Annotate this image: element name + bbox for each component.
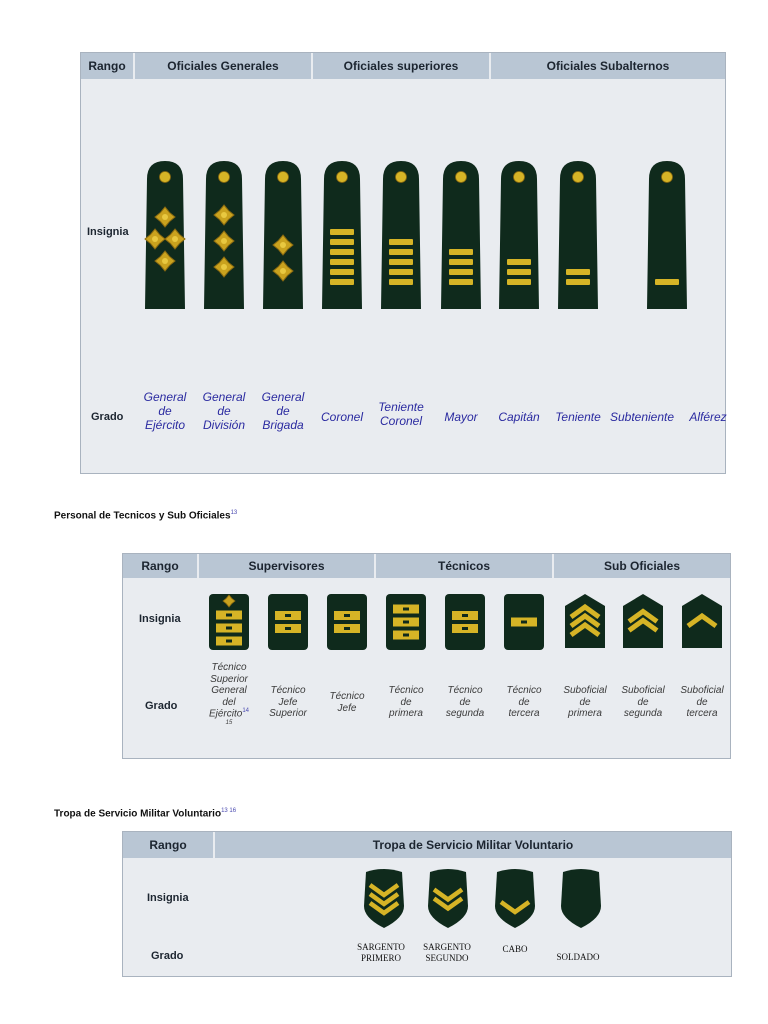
header-sub-oficiales: Sub Oficiales: [554, 554, 730, 578]
header-rango: Rango: [81, 53, 135, 79]
grado-link[interactable]: [608, 411, 676, 425]
grado-line: primera: [389, 708, 423, 719]
troop-shield-icon: [491, 866, 539, 930]
grado-line: segunda: [445, 708, 485, 719]
officer-shoulder-board-icon: [497, 157, 541, 313]
technician-insignia-icon: [207, 592, 251, 652]
grado-line: Capitán: [498, 410, 540, 424]
grado-line: Superior: [210, 673, 248, 685]
grado-line: SARGENTO: [357, 942, 405, 952]
suboficial-chevron-icon: [680, 592, 724, 652]
troop-shield-icon: [360, 866, 408, 930]
technicians-rank-table: [122, 553, 731, 759]
grado-line: Subteniente: [609, 410, 675, 424]
suboficial-chevron-icon: [563, 592, 607, 652]
row-label-grado: Grado: [91, 411, 124, 423]
grado-line: Mayor: [444, 410, 478, 424]
grado-line: División: [202, 417, 245, 432]
grado-line: del: [222, 696, 236, 708]
grado-line: tercera: [508, 708, 540, 719]
grado-line: de: [158, 403, 172, 418]
grado-link[interactable]: [249, 391, 317, 432]
grado-line: Coronel: [320, 410, 364, 424]
row-label-insignia: Insignia: [87, 226, 129, 238]
grado-line: Superior: [269, 708, 307, 719]
officer-shoulder-board-icon: [645, 157, 689, 313]
grado-text: [435, 685, 495, 720]
grado-line: Suboficial: [621, 685, 665, 696]
grado-line: Ejército: [144, 417, 185, 432]
grado-line: General: [202, 390, 246, 404]
troops-rank-table: [122, 831, 732, 977]
header-oficiales-subalternos: Oficiales Subalternos: [491, 53, 725, 79]
grado-line: de: [459, 696, 471, 708]
grado-text: [199, 662, 259, 727]
header-rango: Rango: [123, 832, 215, 858]
grado-line: de: [579, 696, 591, 708]
grado-line: CABO: [502, 944, 528, 954]
grado-line: SEGUNDO: [425, 952, 469, 963]
grado-line: Ejército$^{14}$: [208, 708, 250, 720]
grado-line: Suboficial: [563, 685, 607, 696]
general-shoulder-board-icon: [261, 157, 305, 313]
grado-line: Técnico: [447, 685, 483, 696]
row-label-insignia: Insignia: [147, 892, 189, 904]
header-tecnicos: Técnicos: [376, 554, 554, 578]
grado-link[interactable]: [674, 411, 742, 425]
grado-text: [415, 942, 479, 964]
grado-line: Suboficial: [680, 685, 724, 696]
grado-line: Técnico: [329, 691, 365, 702]
grado-line: Técnico: [211, 662, 247, 673]
grado-line: Jefe: [337, 702, 357, 714]
grado-text: [555, 685, 615, 720]
officer-shoulder-board-icon: [439, 157, 483, 313]
header-oficiales-generales: Oficiales Generales: [135, 53, 313, 79]
header-oficiales-superiores: Oficiales superiores: [313, 53, 491, 79]
officer-shoulder-board-icon: [556, 157, 600, 313]
header-tropa: Tropa de Servicio Militar Voluntario: [215, 832, 731, 858]
officers-rank-table: [80, 52, 726, 474]
technician-insignia-icon: [266, 592, 310, 652]
header-rango: Rango: [123, 554, 199, 578]
grado-line: Coronel: [379, 413, 423, 428]
grado-line: Técnico: [388, 685, 424, 696]
grado-text: [349, 942, 413, 964]
grado-text: [613, 685, 673, 720]
technician-insignia-icon: [502, 592, 546, 652]
grado-text: [376, 685, 436, 720]
grado-text: [317, 691, 377, 714]
grado-line: SARGENTO: [423, 942, 471, 952]
section-title-tecnicos: Personal de Tecnicos y Sub Oficiales$^{13}$: [54, 510, 238, 522]
grado-line: PRIMERO: [360, 952, 401, 963]
grado-line: Teniente: [555, 410, 601, 424]
officer-shoulder-board-icon: [379, 157, 423, 313]
technician-insignia-icon: [384, 592, 428, 652]
suboficial-chevron-icon: [621, 592, 665, 652]
technician-insignia-icon: [443, 592, 487, 652]
grado-link[interactable]: [485, 411, 553, 425]
row-label-grado: Grado: [145, 700, 178, 712]
grado-line: SOLDADO: [556, 952, 600, 962]
grado-link[interactable]: [131, 391, 199, 432]
grado-link[interactable]: [308, 411, 376, 425]
technician-insignia-icon: [325, 592, 369, 652]
grado-line: de: [518, 696, 530, 708]
grado-line: de: [217, 403, 231, 418]
grado-line: Jefe: [278, 696, 298, 708]
general-shoulder-board-icon: [202, 157, 246, 313]
grado-line: Brigada: [262, 417, 304, 432]
grado-text: [483, 944, 547, 955]
general-shoulder-board-icon: [143, 157, 187, 313]
grado-line: Alférez: [689, 410, 727, 424]
grado-line: de: [400, 696, 412, 708]
grado-line: General: [211, 685, 247, 696]
grado-line: de: [276, 403, 290, 418]
grado-line: Técnico: [506, 685, 542, 696]
reference-link[interactable]: 14: [242, 708, 250, 714]
reference-link[interactable]: 13 16: [221, 808, 237, 814]
grado-line: de: [637, 696, 649, 708]
grado-line: primera: [568, 708, 602, 719]
grado-text: [672, 685, 732, 720]
grado-link[interactable]: [544, 411, 612, 425]
row-label-grado: Grado: [151, 950, 184, 962]
grado-line: segunda: [623, 708, 663, 719]
grado-line: Técnico: [270, 685, 306, 696]
troop-shield-icon: [557, 866, 605, 930]
troop-shield-icon: [424, 866, 472, 930]
header-supervisores: Supervisores: [199, 554, 376, 578]
section-title-tropa: Tropa de Servicio Militar Voluntario$^{13 16}$: [54, 808, 237, 820]
row-label-insignia: Insignia: [139, 613, 181, 625]
grado-text: [494, 685, 554, 720]
grado-line: General: [261, 390, 305, 404]
grado-line: Teniente: [378, 400, 424, 414]
reference-link[interactable]: 13: [230, 510, 238, 516]
grado-link[interactable]: [367, 401, 435, 429]
grado-link[interactable]: [190, 391, 258, 432]
grado-line: General: [143, 390, 187, 404]
grado-line: tercera: [686, 708, 718, 719]
officer-shoulder-board-icon: [320, 157, 364, 313]
reference-link[interactable]: 15: [225, 719, 233, 726]
grado-text: [258, 685, 318, 720]
grado-line: de: [696, 696, 708, 708]
grado-text: [546, 952, 610, 963]
